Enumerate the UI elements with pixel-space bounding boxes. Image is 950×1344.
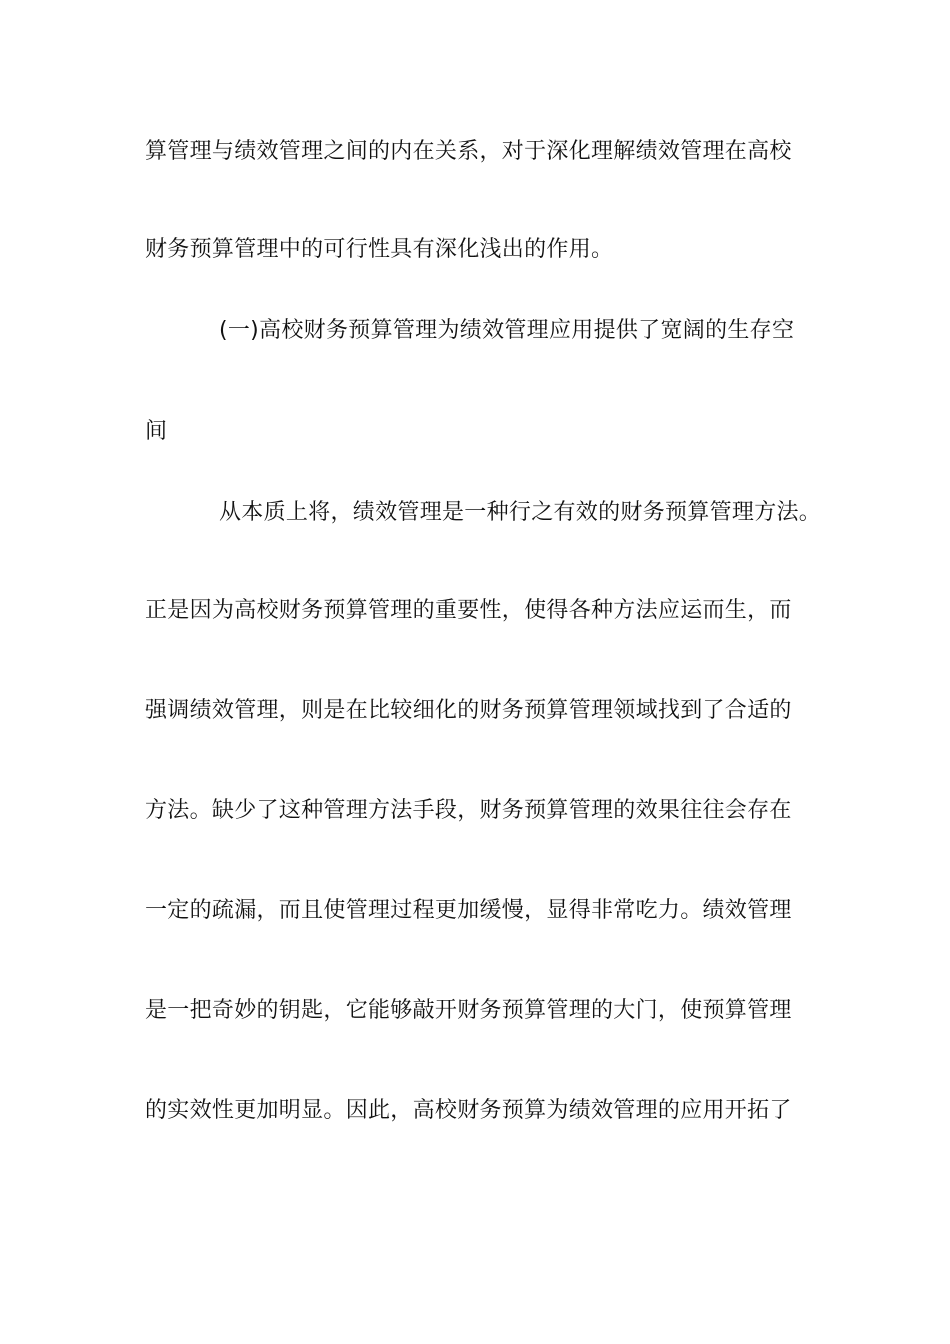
paragraph-line: 财务预算管理中的可行性具有深化浅出的作用。 (145, 237, 614, 262)
paragraph-line: 强调绩效管理，则是在比较细化的财务预算管理领域找到了合适的 (145, 698, 792, 723)
paragraph-line: 一定的疏漏，而且使管理过程更加缓慢，显得非常吃力。绩效管理 (145, 898, 792, 923)
paragraph-line: 的实效性更加明显。因此，高校财务预算为绩效管理的应用开拓了 (145, 1098, 792, 1123)
paragraph-line: 方法。缺少了这种管理方法手段，财务预算管理的效果往往会存在 (145, 798, 792, 823)
section-heading-continuation: 间 (145, 419, 168, 444)
paragraph-line: 从本质上将，绩效管理是一种行之有效的财务预算管理方法。 (219, 500, 822, 525)
paragraph-line: 正是因为高校财务预算管理的重要性，使得各种方法应运而生，而 (145, 598, 792, 623)
paragraph-line: 是一把奇妙的钥匙，它能够敲开财务预算管理的大门，使预算管理 (145, 998, 792, 1023)
section-heading: (一)高校财务预算管理为绩效管理应用提供了宽阔的生存空 (219, 318, 795, 343)
paragraph-line: 算管理与绩效管理之间的内在关系，对于深化理解绩效管理在高校 (145, 139, 792, 164)
